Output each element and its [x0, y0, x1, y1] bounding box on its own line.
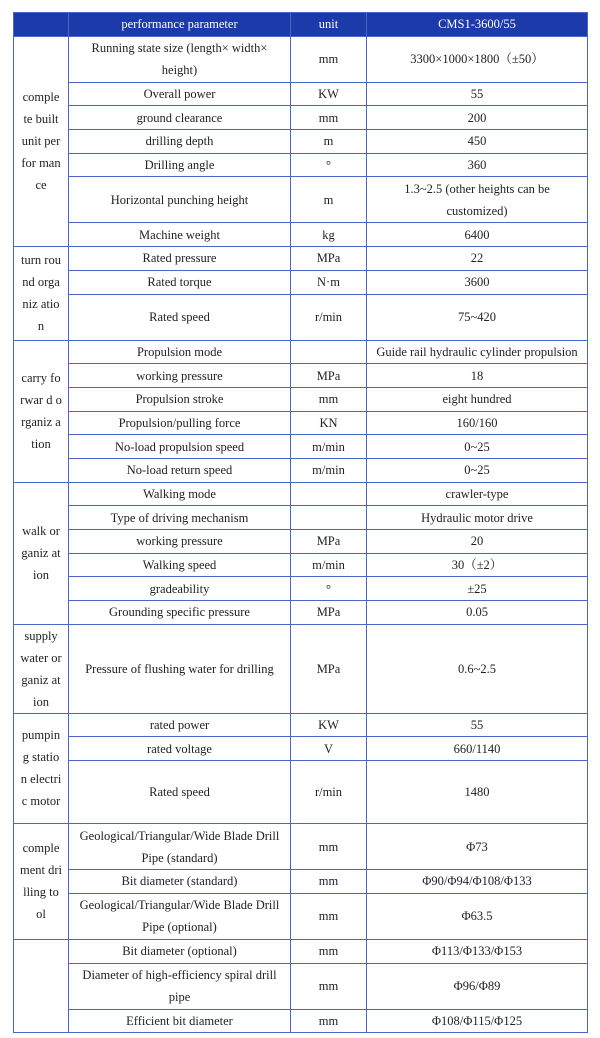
unit-cell: mm — [291, 939, 367, 963]
unit-cell: N·m — [291, 270, 367, 294]
param-cell: Grounding specific pressure — [69, 601, 291, 625]
unit-cell: mm — [291, 893, 367, 939]
value-cell: 75~420 — [367, 294, 588, 340]
table-row — [14, 270, 588, 294]
header-model: CMS1-3600/55 — [367, 13, 588, 37]
unit-cell: m — [291, 177, 367, 223]
group-label-turn-round-organiz-ation: turn round organiz ation — [14, 247, 69, 340]
param-cell: drilling depth — [69, 130, 291, 154]
param-cell: Overall power — [69, 82, 291, 106]
table-row — [14, 577, 588, 601]
param-cell: Propulsion mode — [69, 340, 291, 364]
table-row — [14, 435, 588, 459]
param-cell: No-load return speed — [69, 458, 291, 482]
value-cell: 20 — [367, 530, 588, 554]
param-cell: ground clearance — [69, 106, 291, 130]
unit-cell: mm — [291, 36, 367, 82]
table-row — [14, 530, 588, 554]
header-param: performance parameter — [69, 13, 291, 37]
header-corner-cell — [14, 13, 69, 37]
unit-cell: KW — [291, 82, 367, 106]
param-cell: Geological/Triangular/Wide Blade Drill Pipe (optional) — [69, 893, 291, 939]
param-cell: Type of driving mechanism — [69, 506, 291, 530]
value-cell: Φ108/Φ115/Φ125 — [367, 1009, 588, 1033]
param-cell: rated voltage — [69, 737, 291, 761]
param-cell: Propulsion stroke — [69, 387, 291, 411]
param-cell: Geological/Triangular/Wide Blade Drill Pipe (standard) — [69, 824, 291, 870]
value-cell: 55 — [367, 713, 588, 737]
unit-cell: mm — [291, 870, 367, 894]
table-row — [14, 870, 588, 894]
value-cell: Φ73 — [367, 824, 588, 870]
unit-cell — [291, 506, 367, 530]
table-row — [14, 387, 588, 411]
unit-cell: m/min — [291, 553, 367, 577]
value-cell: 3600 — [367, 270, 588, 294]
table-row — [14, 411, 588, 435]
param-cell: Drilling angle — [69, 153, 291, 177]
param-cell: gradeability — [69, 577, 291, 601]
table-row — [14, 177, 588, 223]
table-row — [14, 130, 588, 154]
table-row — [14, 963, 588, 1009]
param-cell: working pressure — [69, 364, 291, 388]
unit-cell: r/min — [291, 761, 367, 824]
value-cell: Guide rail hydraulic cylinder propulsion — [367, 340, 588, 364]
param-cell: working pressure — [69, 530, 291, 554]
spec-table — [13, 12, 588, 1033]
unit-cell: mm — [291, 387, 367, 411]
value-cell: 22 — [367, 247, 588, 271]
param-cell: Horizontal punching height — [69, 177, 291, 223]
param-cell: Walking speed — [69, 553, 291, 577]
unit-cell: MPa — [291, 601, 367, 625]
value-cell: Φ113/Φ133/Φ153 — [367, 939, 588, 963]
unit-cell: r/min — [291, 294, 367, 340]
value-cell: 0~25 — [367, 458, 588, 482]
value-cell: 660/1140 — [367, 737, 588, 761]
header-unit: unit — [291, 13, 367, 37]
unit-cell: MPa — [291, 530, 367, 554]
table-row — [14, 364, 588, 388]
table-row — [14, 82, 588, 106]
param-cell: Pressure of flushing water for drilling — [69, 624, 291, 713]
group-label-unnamed — [14, 939, 69, 1032]
value-cell: 200 — [367, 106, 588, 130]
value-cell: 1480 — [367, 761, 588, 824]
value-cell: eight hundred — [367, 387, 588, 411]
value-cell: 0.6~2.5 — [367, 624, 588, 713]
table-row — [14, 247, 588, 271]
value-cell: Hydraulic motor drive — [367, 506, 588, 530]
param-cell: Rated pressure — [69, 247, 291, 271]
table-row — [14, 482, 588, 506]
param-cell: Efficient bit diameter — [69, 1009, 291, 1033]
group-label-walk-organiz-ation: walk organiz ation — [14, 482, 69, 624]
unit-cell — [291, 340, 367, 364]
table-row — [14, 106, 588, 130]
table-row — [14, 824, 588, 870]
table-row — [14, 458, 588, 482]
unit-cell: kg — [291, 223, 367, 247]
value-cell: 6400 — [367, 223, 588, 247]
unit-cell: m — [291, 130, 367, 154]
table-row — [14, 761, 588, 824]
group-label-carry-forwar-d-organiz-ation: carry forwar d organiz ation — [14, 340, 69, 482]
value-cell: 160/160 — [367, 411, 588, 435]
unit-cell: m/min — [291, 458, 367, 482]
value-cell: 3300×1000×1800（±50） — [367, 36, 588, 82]
unit-cell: ° — [291, 153, 367, 177]
unit-cell: mm — [291, 106, 367, 130]
value-cell: Φ96/Φ89 — [367, 963, 588, 1009]
param-cell: Diameter of high-efficiency spiral drill pipe — [69, 963, 291, 1009]
table-row — [14, 340, 588, 364]
param-cell: Propulsion/pulling force — [69, 411, 291, 435]
param-cell: Machine weight — [69, 223, 291, 247]
table-row — [14, 1009, 588, 1033]
table-row — [14, 153, 588, 177]
value-cell: 55 — [367, 82, 588, 106]
value-cell: 1.3~2.5 (other heights can be customized) — [367, 177, 588, 223]
unit-cell: KW — [291, 713, 367, 737]
param-cell: rated power — [69, 713, 291, 737]
param-cell: Bit diameter (standard) — [69, 870, 291, 894]
unit-cell: mm — [291, 824, 367, 870]
group-label-supply-water-organiz-ation: supply water organiz ation — [14, 624, 69, 713]
spec-body — [14, 36, 588, 1033]
table-row — [14, 601, 588, 625]
group-label-comple-te-built-unit-perfor-mance: comple te built unit perfor mance — [14, 36, 69, 246]
param-cell: Walking mode — [69, 482, 291, 506]
param-cell: Rated speed — [69, 294, 291, 340]
value-cell: crawler-type — [367, 482, 588, 506]
unit-cell: KN — [291, 411, 367, 435]
param-cell: Bit diameter (optional) — [69, 939, 291, 963]
table-row — [14, 506, 588, 530]
table-row — [14, 36, 588, 82]
unit-cell — [291, 482, 367, 506]
table-row — [14, 713, 588, 737]
value-cell: Φ90/Φ94/Φ108/Φ133 — [367, 870, 588, 894]
unit-cell: MPa — [291, 247, 367, 271]
param-cell: Rated torque — [69, 270, 291, 294]
param-cell: No-load propulsion speed — [69, 435, 291, 459]
value-cell: 0.05 — [367, 601, 588, 625]
table-row — [14, 624, 588, 713]
table-row — [14, 223, 588, 247]
table-row — [14, 553, 588, 577]
group-label-comple-ment-drilling-tool: comple ment drilling tool — [14, 824, 69, 940]
table-row — [14, 939, 588, 963]
unit-cell: MPa — [291, 364, 367, 388]
value-cell: 0~25 — [367, 435, 588, 459]
param-cell: Running state size (length× width× height) — [69, 36, 291, 82]
table-row — [14, 737, 588, 761]
unit-cell: mm — [291, 963, 367, 1009]
table-row — [14, 294, 588, 340]
unit-cell: V — [291, 737, 367, 761]
param-cell: Rated speed — [69, 761, 291, 824]
unit-cell: m/min — [291, 435, 367, 459]
header-row — [14, 13, 588, 37]
unit-cell: mm — [291, 1009, 367, 1033]
value-cell: Φ63.5 — [367, 893, 588, 939]
value-cell: 18 — [367, 364, 588, 388]
value-cell: ±25 — [367, 577, 588, 601]
group-label-pumpin-g-station-electric-motor: pumpin g station electric motor — [14, 713, 69, 823]
value-cell: 450 — [367, 130, 588, 154]
unit-cell: MPa — [291, 624, 367, 713]
table-row — [14, 893, 588, 939]
unit-cell: ° — [291, 577, 367, 601]
value-cell: 360 — [367, 153, 588, 177]
value-cell: 30（±2） — [367, 553, 588, 577]
